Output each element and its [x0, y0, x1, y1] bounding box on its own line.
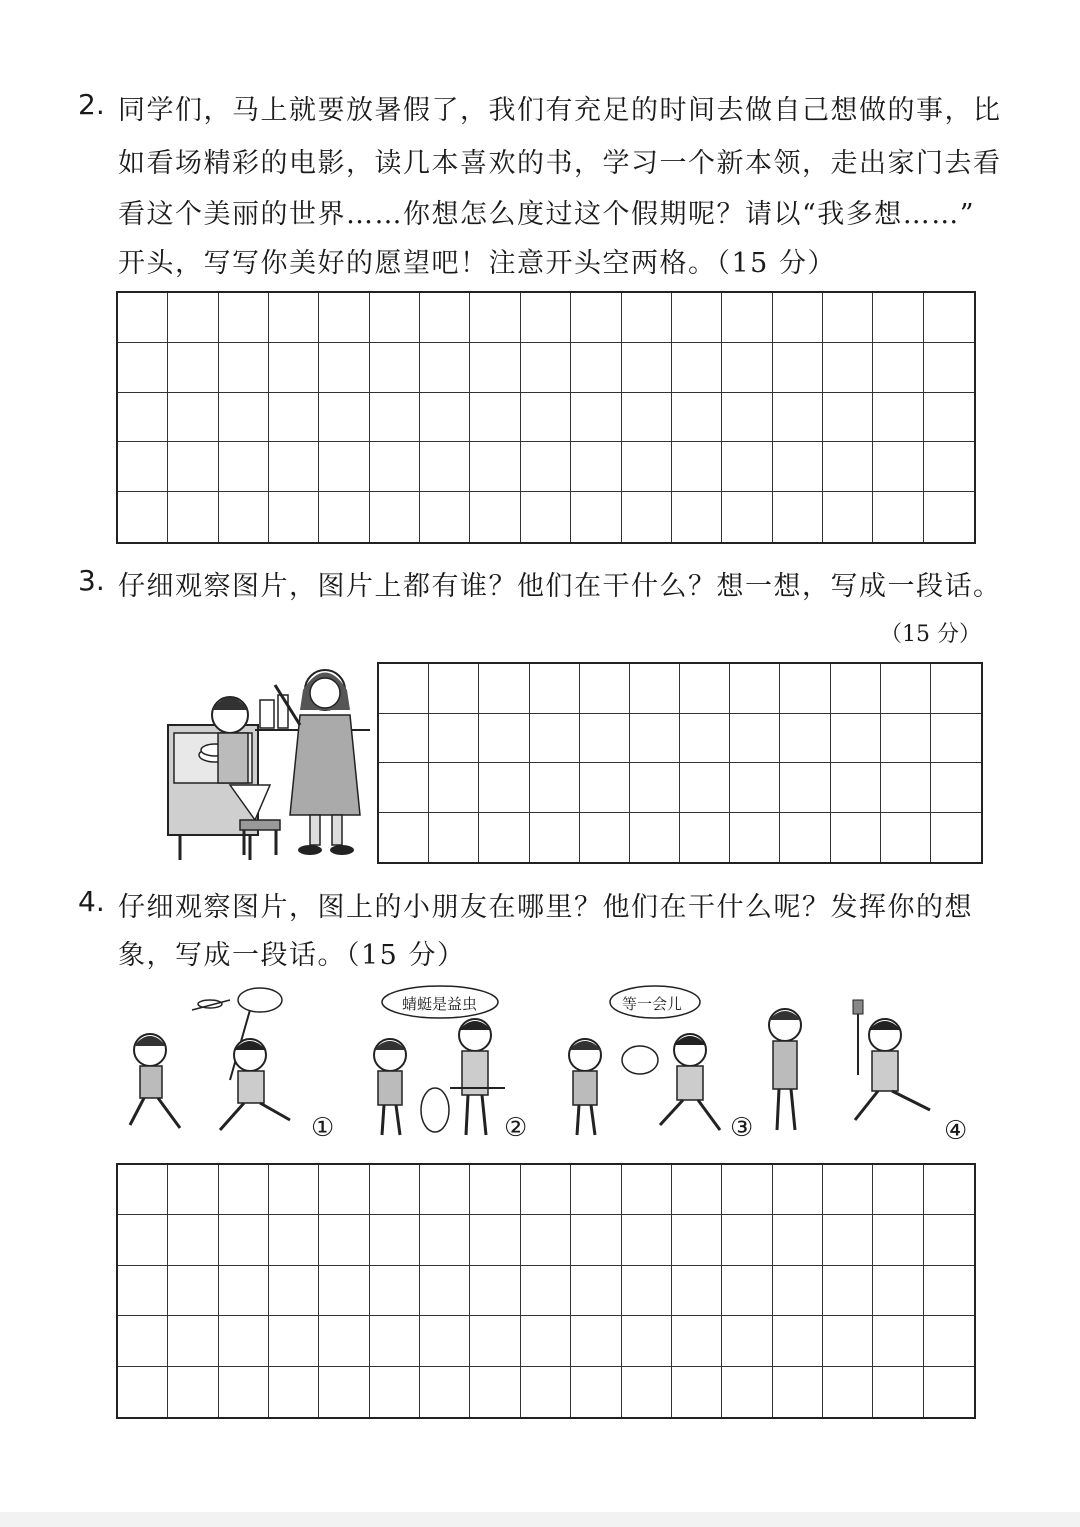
- grid-cell[interactable]: [722, 492, 772, 542]
- grid-cell[interactable]: [823, 393, 873, 443]
- grid-cell[interactable]: [521, 343, 571, 393]
- grid-cell[interactable]: [924, 343, 974, 393]
- grid-cell[interactable]: [118, 1367, 168, 1417]
- grid-cell[interactable]: [773, 343, 823, 393]
- grid-cell[interactable]: [269, 1266, 319, 1316]
- grid-cell[interactable]: [319, 492, 369, 542]
- speech-bubble-wait: 等一会儿: [622, 995, 683, 1013]
- grid-cell[interactable]: [168, 1215, 218, 1265]
- grid-cell[interactable]: [773, 1266, 823, 1316]
- grid-cell[interactable]: [773, 1367, 823, 1417]
- grid-cell[interactable]: [672, 1316, 722, 1366]
- grid-cell[interactable]: [672, 492, 722, 542]
- grid-cell[interactable]: [219, 1165, 269, 1215]
- page-bottom-edge: [0, 1512, 1080, 1527]
- grid-cell[interactable]: [470, 293, 520, 343]
- grid-cell[interactable]: [672, 393, 722, 443]
- question-2-number: 2.: [78, 88, 105, 121]
- grid-cell[interactable]: [118, 492, 168, 542]
- grid-cell[interactable]: [622, 393, 672, 443]
- grid-cell[interactable]: [470, 1316, 520, 1366]
- grid-cell[interactable]: [319, 293, 369, 343]
- grid-cell[interactable]: [730, 763, 780, 813]
- grid-cell[interactable]: [269, 1367, 319, 1417]
- grid-cell[interactable]: [780, 664, 830, 714]
- grid-cell[interactable]: [580, 813, 630, 863]
- grid-cell[interactable]: [219, 1215, 269, 1265]
- grid-cell[interactable]: [571, 1266, 621, 1316]
- grid-cell[interactable]: [118, 1215, 168, 1265]
- grid-cell[interactable]: [622, 1266, 672, 1316]
- grid-cell[interactable]: [168, 1316, 218, 1366]
- grid-cell[interactable]: [420, 1215, 470, 1265]
- grid-cell[interactable]: [219, 393, 269, 443]
- question-2-line-4: 开头，写写你美好的愿望吧！注意开头空两格。（15 分）: [118, 248, 836, 279]
- grid-cell[interactable]: [831, 664, 881, 714]
- grid-cell[interactable]: [924, 492, 974, 542]
- grid-cell[interactable]: [924, 293, 974, 343]
- comic-strip-illustration: [110, 980, 980, 1150]
- grid-cell[interactable]: [219, 492, 269, 542]
- grid-cell[interactable]: [672, 1266, 722, 1316]
- grid-cell[interactable]: [780, 714, 830, 764]
- grid-cell[interactable]: [521, 492, 571, 542]
- grid-cell[interactable]: [873, 442, 923, 492]
- grid-cell[interactable]: [773, 492, 823, 542]
- writing-grid-q2[interactable]: [116, 291, 976, 544]
- grid-cell[interactable]: [773, 393, 823, 443]
- grid-cell[interactable]: [370, 492, 420, 542]
- speech-bubble-dragonfly: 蜻蜓是益虫: [402, 995, 478, 1013]
- grid-cell[interactable]: [924, 442, 974, 492]
- grid-cell[interactable]: [773, 293, 823, 343]
- grid-cell[interactable]: [622, 1215, 672, 1265]
- grid-cell[interactable]: [530, 664, 580, 714]
- grid-cell[interactable]: [672, 1215, 722, 1265]
- grid-cell[interactable]: [672, 1165, 722, 1215]
- grid-cell[interactable]: [319, 442, 369, 492]
- grid-cell[interactable]: [823, 1316, 873, 1366]
- grid-cell[interactable]: [571, 393, 621, 443]
- question-2-line-2: 如看场精彩的电影，读几本喜欢的书，学习一个新本领，走出家门去看: [118, 148, 1002, 179]
- grid-cell[interactable]: [672, 1367, 722, 1417]
- grid-cell[interactable]: [521, 1266, 571, 1316]
- grid-cell[interactable]: [420, 492, 470, 542]
- grid-cell[interactable]: [924, 393, 974, 443]
- grid-cell[interactable]: [630, 664, 680, 714]
- grid-cell[interactable]: [571, 1316, 621, 1366]
- grid-cell[interactable]: [672, 442, 722, 492]
- grid-cell[interactable]: [622, 293, 672, 343]
- grid-cell[interactable]: [722, 1215, 772, 1265]
- grid-cell[interactable]: [219, 1316, 269, 1366]
- grid-cell[interactable]: [521, 442, 571, 492]
- grid-cell[interactable]: [680, 763, 730, 813]
- grid-cell[interactable]: [622, 1316, 672, 1366]
- grid-cell[interactable]: [571, 1165, 621, 1215]
- grid-cell[interactable]: [269, 293, 319, 343]
- grid-cell[interactable]: [470, 393, 520, 443]
- grid-cell[interactable]: [873, 393, 923, 443]
- grid-cell[interactable]: [370, 293, 420, 343]
- grid-cell[interactable]: [269, 442, 319, 492]
- grid-cell[interactable]: [924, 1316, 974, 1366]
- grid-cell[interactable]: [470, 1215, 520, 1265]
- grid-cell[interactable]: [219, 343, 269, 393]
- grid-cell[interactable]: [622, 492, 672, 542]
- grid-cell[interactable]: [429, 664, 479, 714]
- question-2-line-3: 看这个美丽的世界……你想怎么度过这个假期呢？请以“我多想……”: [118, 199, 976, 230]
- grid-cell[interactable]: [269, 1215, 319, 1265]
- grid-cell[interactable]: [370, 1215, 420, 1265]
- grid-cell[interactable]: [722, 1367, 772, 1417]
- grid-cell[interactable]: [470, 1266, 520, 1316]
- grid-cell[interactable]: [420, 442, 470, 492]
- grid-cell[interactable]: [470, 492, 520, 542]
- grid-cell[interactable]: [219, 1266, 269, 1316]
- grid-cell[interactable]: [530, 714, 580, 764]
- grid-cell[interactable]: [571, 1215, 621, 1265]
- grid-cell[interactable]: [420, 1165, 470, 1215]
- question-4-number: 4.: [78, 885, 105, 918]
- grid-cell[interactable]: [521, 1367, 571, 1417]
- grid-cell[interactable]: [873, 492, 923, 542]
- grid-cell[interactable]: [118, 293, 168, 343]
- grid-cell[interactable]: [479, 714, 529, 764]
- grid-cell[interactable]: [722, 293, 772, 343]
- grid-cell[interactable]: [219, 293, 269, 343]
- grid-cell[interactable]: [571, 492, 621, 542]
- grid-cell[interactable]: [168, 442, 218, 492]
- panel-number-1: ①: [311, 1113, 335, 1143]
- grid-cell[interactable]: [773, 1165, 823, 1215]
- grid-cell[interactable]: [269, 1316, 319, 1366]
- grid-cell[interactable]: [831, 763, 881, 813]
- grid-cell[interactable]: [873, 1266, 923, 1316]
- grid-cell[interactable]: [530, 763, 580, 813]
- grid-cell[interactable]: [530, 813, 580, 863]
- grid-cell[interactable]: [722, 1316, 772, 1366]
- grid-cell[interactable]: [219, 1367, 269, 1417]
- grid-cell[interactable]: [773, 1316, 823, 1366]
- grid-cell[interactable]: [823, 492, 873, 542]
- grid-cell[interactable]: [370, 442, 420, 492]
- grid-cell[interactable]: [773, 1215, 823, 1265]
- grid-cell[interactable]: [931, 714, 981, 764]
- grid-cell[interactable]: [269, 1165, 319, 1215]
- grid-cell[interactable]: [931, 813, 981, 863]
- grid-cell[interactable]: [722, 1165, 772, 1215]
- grid-cell[interactable]: [580, 664, 630, 714]
- grid-cell[interactable]: [420, 343, 470, 393]
- grid-cell[interactable]: [571, 442, 621, 492]
- grid-cell[interactable]: [680, 714, 730, 764]
- grid-cell[interactable]: [168, 1165, 218, 1215]
- grid-cell[interactable]: [370, 1266, 420, 1316]
- grid-cell[interactable]: [470, 1367, 520, 1417]
- grid-cell[interactable]: [622, 1165, 672, 1215]
- grid-cell[interactable]: [873, 1316, 923, 1366]
- grid-cell[interactable]: [622, 1367, 672, 1417]
- grid-cell[interactable]: [420, 393, 470, 443]
- grid-cell[interactable]: [571, 343, 621, 393]
- grid-cell[interactable]: [580, 763, 630, 813]
- grid-cell[interactable]: [823, 343, 873, 393]
- grid-cell[interactable]: [470, 343, 520, 393]
- grid-cell[interactable]: [420, 1266, 470, 1316]
- grid-cell[interactable]: [630, 813, 680, 863]
- grid-cell[interactable]: [479, 664, 529, 714]
- grid-cell[interactable]: [873, 293, 923, 343]
- grid-cell[interactable]: [319, 1165, 369, 1215]
- grid-cell[interactable]: [521, 293, 571, 343]
- question-3-text: 仔细观察图片，图片上都有谁？他们在干什么？想一想，写成一段话。: [118, 571, 1002, 602]
- grid-cell[interactable]: [168, 1367, 218, 1417]
- grid-cell[interactable]: [370, 1316, 420, 1366]
- grid-cell[interactable]: [823, 1266, 873, 1316]
- grid-cell[interactable]: [630, 714, 680, 764]
- question-4-line-1: 仔细观察图片，图上的小朋友在哪里？他们在干什么呢？发挥你的想: [118, 892, 973, 923]
- grid-cell[interactable]: [722, 442, 772, 492]
- grid-cell[interactable]: [831, 714, 881, 764]
- grid-cell[interactable]: [521, 393, 571, 443]
- panel-number-4: ④: [944, 1116, 968, 1146]
- grid-cell[interactable]: [429, 763, 479, 813]
- grid-cell[interactable]: [823, 293, 873, 343]
- grid-cell[interactable]: [420, 1367, 470, 1417]
- grid-cell[interactable]: [630, 763, 680, 813]
- grid-cell[interactable]: [118, 1266, 168, 1316]
- grid-cell[interactable]: [420, 293, 470, 343]
- grid-cell[interactable]: [168, 1266, 218, 1316]
- grid-cell[interactable]: [118, 1165, 168, 1215]
- grid-cell[interactable]: [823, 442, 873, 492]
- grid-cell[interactable]: [168, 343, 218, 393]
- grid-cell[interactable]: [881, 763, 931, 813]
- grid-cell[interactable]: [521, 1165, 571, 1215]
- grid-cell[interactable]: [881, 664, 931, 714]
- question-4-line-2: 象，写成一段话。（15 分）: [118, 940, 466, 971]
- grid-cell[interactable]: [571, 1367, 621, 1417]
- grid-cell[interactable]: [219, 442, 269, 492]
- grid-cell[interactable]: [823, 1215, 873, 1265]
- question-2-line-1: 同学们，马上就要放暑假了，我们有充足的时间去做自己想做的事，比: [118, 95, 1002, 126]
- grid-cell[interactable]: [873, 1165, 923, 1215]
- grid-cell[interactable]: [319, 1367, 369, 1417]
- grid-cell[interactable]: [370, 1165, 420, 1215]
- grid-cell[interactable]: [730, 664, 780, 714]
- grid-cell[interactable]: [118, 1316, 168, 1366]
- grid-cell[interactable]: [931, 664, 981, 714]
- grid-cell[interactable]: [672, 343, 722, 393]
- grid-cell[interactable]: [269, 343, 319, 393]
- grid-cell[interactable]: [470, 1165, 520, 1215]
- grid-cell[interactable]: [319, 1215, 369, 1265]
- grid-cell[interactable]: [924, 1367, 974, 1417]
- grid-cell[interactable]: [881, 813, 931, 863]
- grid-cell[interactable]: [379, 813, 429, 863]
- grid-cell[interactable]: [370, 393, 420, 443]
- grid-cell[interactable]: [429, 813, 479, 863]
- grid-cell[interactable]: [479, 763, 529, 813]
- grid-cell[interactable]: [773, 442, 823, 492]
- grid-cell[interactable]: [319, 343, 369, 393]
- grid-cell[interactable]: [780, 763, 830, 813]
- grid-cell[interactable]: [118, 393, 168, 443]
- grid-cell[interactable]: [873, 1215, 923, 1265]
- grid-cell[interactable]: [873, 1367, 923, 1417]
- grid-cell[interactable]: [521, 1316, 571, 1366]
- grid-cell[interactable]: [873, 343, 923, 393]
- grid-cell[interactable]: [521, 1215, 571, 1265]
- grid-cell[interactable]: [168, 492, 218, 542]
- grid-cell[interactable]: [672, 293, 722, 343]
- question-3-number: 3.: [78, 564, 105, 597]
- grid-cell[interactable]: [470, 442, 520, 492]
- grid-cell[interactable]: [379, 763, 429, 813]
- grid-cell[interactable]: [730, 813, 780, 863]
- grid-cell[interactable]: [429, 714, 479, 764]
- grid-cell[interactable]: [780, 813, 830, 863]
- grid-cell[interactable]: [680, 813, 730, 863]
- grid-cell[interactable]: [680, 664, 730, 714]
- grid-cell[interactable]: [622, 343, 672, 393]
- kitchen-illustration: [160, 655, 370, 865]
- grid-cell[interactable]: [924, 1165, 974, 1215]
- grid-cell[interactable]: [722, 393, 772, 443]
- grid-cell[interactable]: [379, 714, 429, 764]
- grid-cell[interactable]: [269, 393, 319, 443]
- panel-number-3: ③: [730, 1113, 754, 1143]
- grid-cell[interactable]: [622, 442, 672, 492]
- grid-cell[interactable]: [479, 813, 529, 863]
- grid-cell[interactable]: [722, 1266, 772, 1316]
- grid-cell[interactable]: [823, 1367, 873, 1417]
- grid-cell[interactable]: [370, 343, 420, 393]
- grid-cell[interactable]: [168, 293, 218, 343]
- grid-cell[interactable]: [881, 714, 931, 764]
- grid-cell[interactable]: [319, 393, 369, 443]
- grid-cell[interactable]: [319, 1266, 369, 1316]
- grid-cell[interactable]: [823, 1165, 873, 1215]
- grid-cell[interactable]: [168, 393, 218, 443]
- question-3-score: （15 分）: [880, 622, 981, 647]
- grid-cell[interactable]: [571, 293, 621, 343]
- grid-cell[interactable]: [722, 343, 772, 393]
- grid-cell[interactable]: [118, 343, 168, 393]
- grid-cell[interactable]: [931, 763, 981, 813]
- grid-cell[interactable]: [319, 1316, 369, 1366]
- grid-cell[interactable]: [269, 492, 319, 542]
- grid-cell[interactable]: [924, 1215, 974, 1265]
- grid-cell[interactable]: [730, 714, 780, 764]
- grid-cell[interactable]: [924, 1266, 974, 1316]
- writing-grid-q4[interactable]: [116, 1163, 976, 1419]
- grid-cell[interactable]: [379, 664, 429, 714]
- writing-grid-q3[interactable]: [377, 662, 983, 864]
- grid-cell[interactable]: [831, 813, 881, 863]
- grid-cell[interactable]: [118, 442, 168, 492]
- grid-cell[interactable]: [580, 714, 630, 764]
- grid-cell[interactable]: [420, 1316, 470, 1366]
- grid-cell[interactable]: [370, 1367, 420, 1417]
- panel-number-2: ②: [504, 1113, 528, 1143]
